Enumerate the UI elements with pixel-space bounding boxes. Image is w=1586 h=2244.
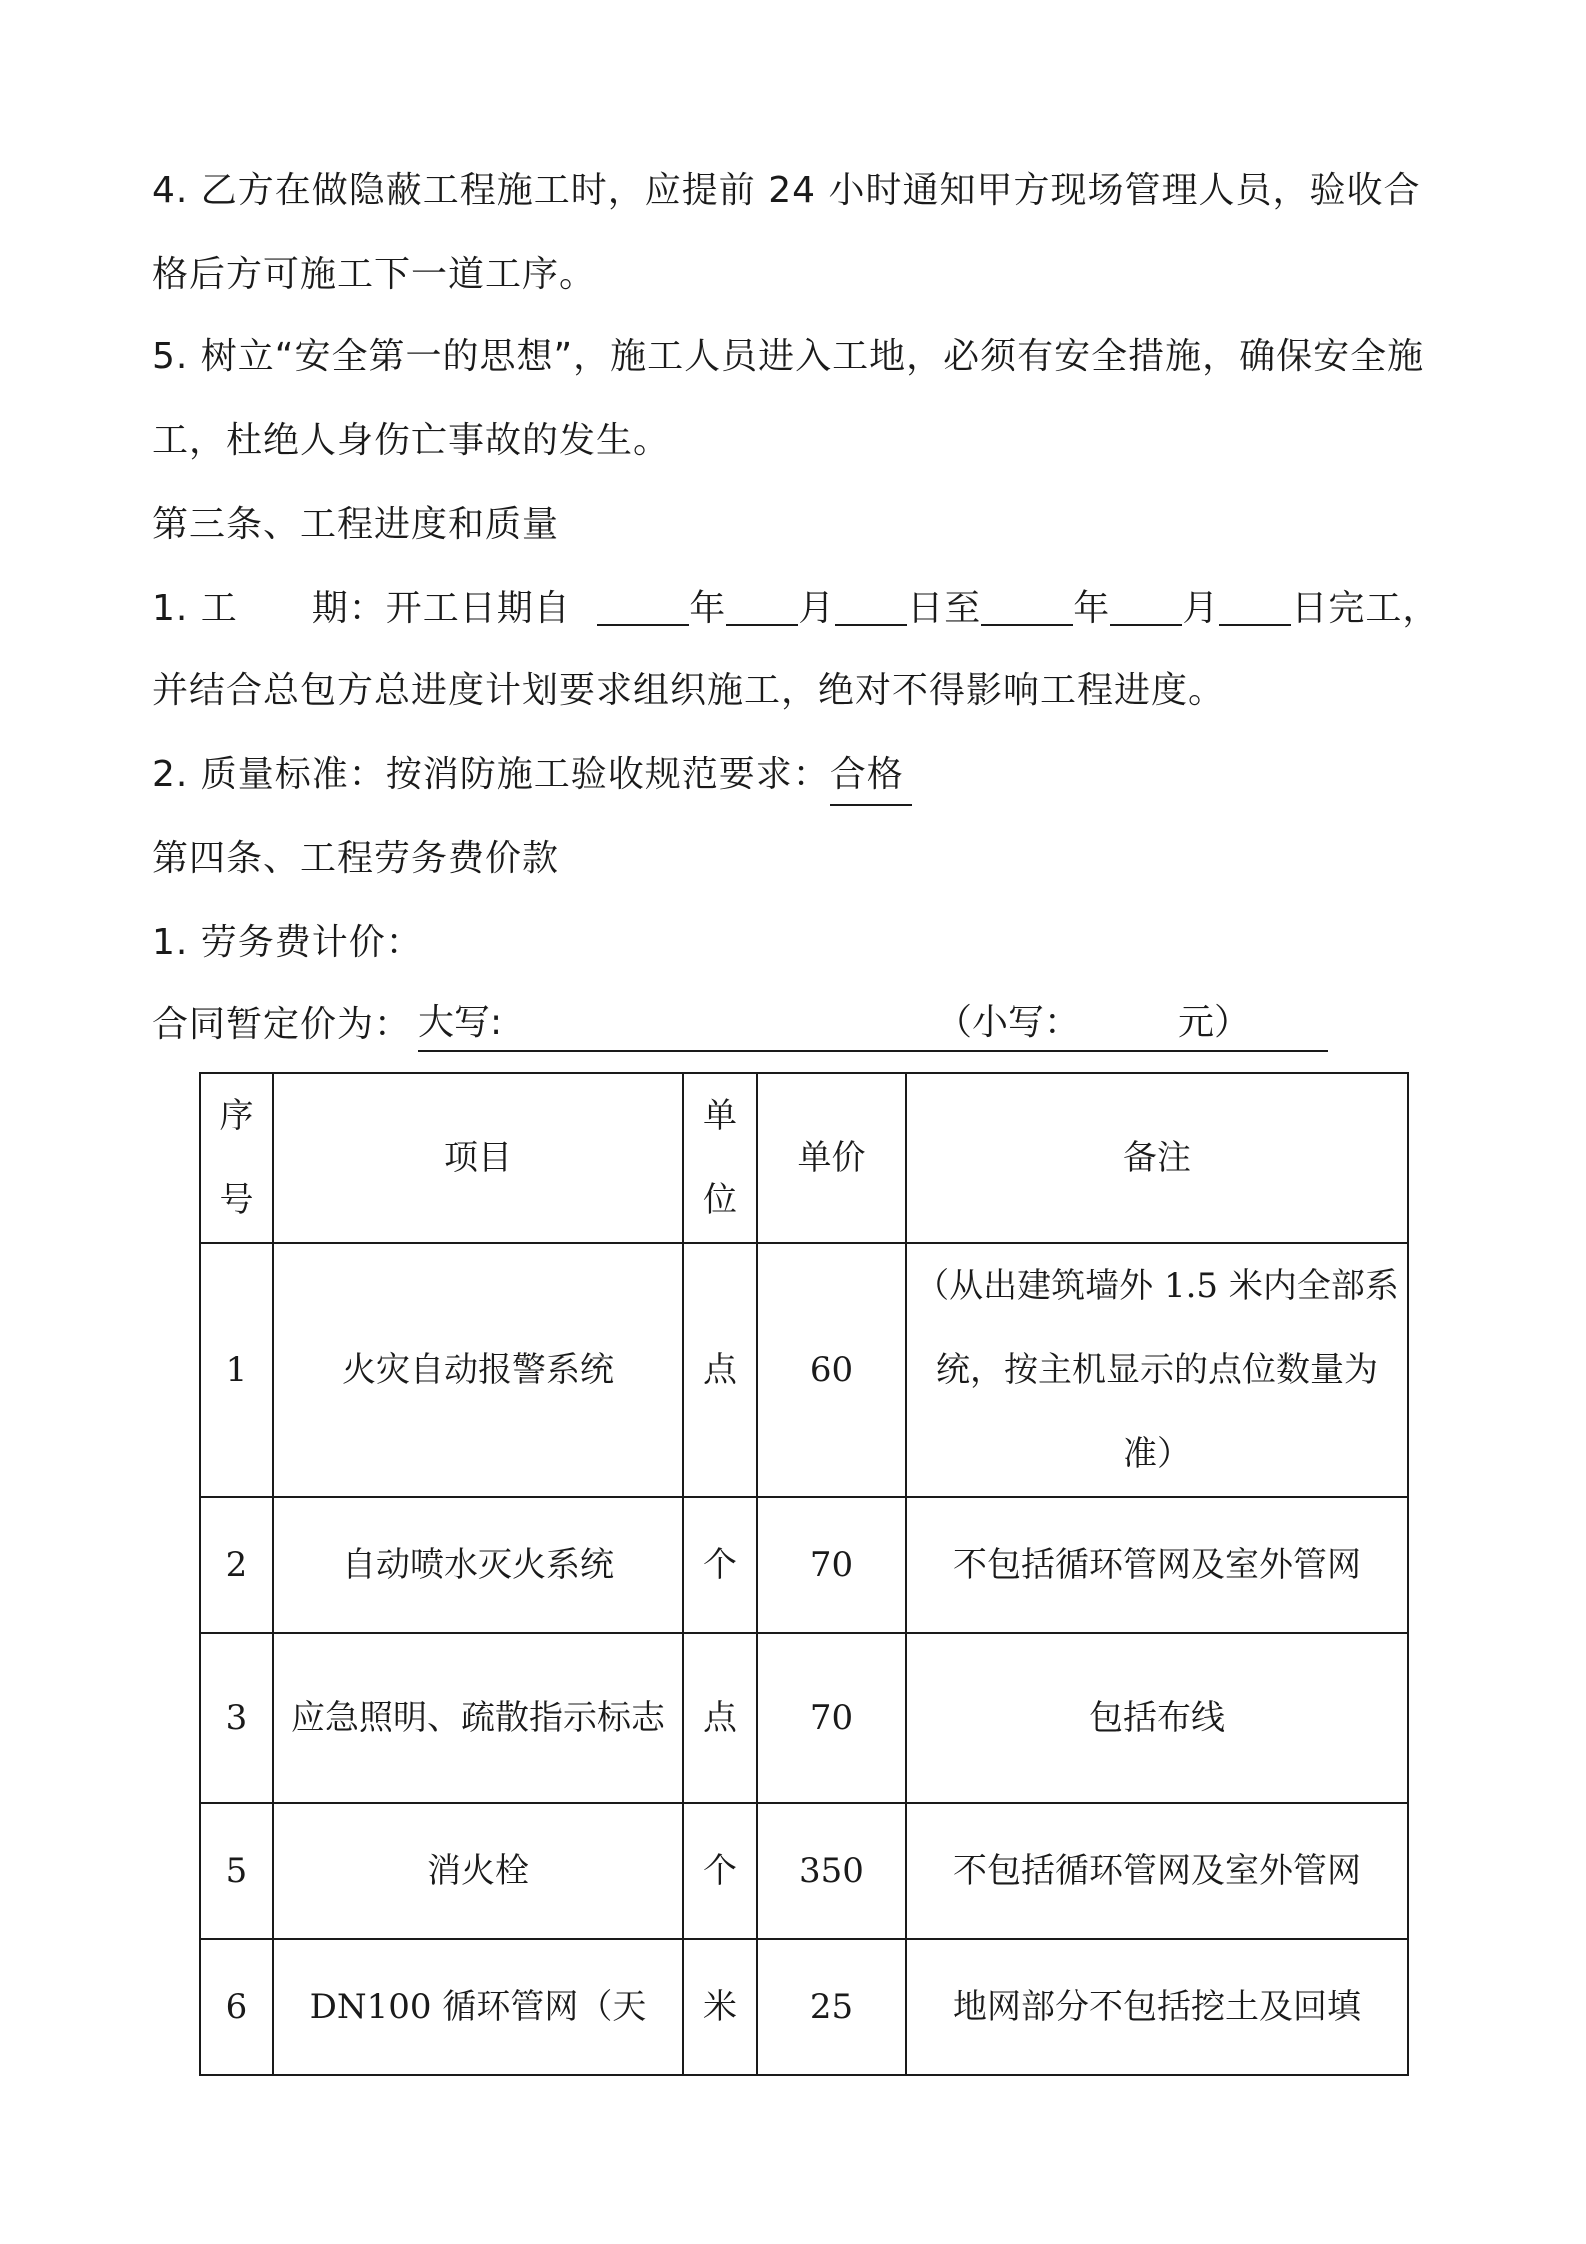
article-3-heading: 第三条、工程进度和质量 <box>152 504 560 545</box>
row-item: 火灾自动报警系统 <box>273 1243 683 1497</box>
row-no: 3 <box>200 1633 273 1803</box>
header-price: 单价 <box>757 1073 906 1243</box>
row-no: 6 <box>200 1939 273 2075</box>
clause-5-line-2: 工，杜绝人身伤亡事故的发生。 <box>152 420 671 461</box>
row-note: 不包括循环管网及室外管网 <box>906 1497 1408 1633</box>
row-no: 5 <box>200 1803 273 1939</box>
capital-amount-label: 大写: <box>418 1002 503 1043</box>
quality-standard-line <box>152 752 912 806</box>
start-month-blank[interactable] <box>726 590 798 626</box>
start-year-blank[interactable] <box>597 590 689 626</box>
labor-fee-table <box>199 1072 1409 2076</box>
row-note: （从出建筑墙外 1.5 米内全部系统，按主机显示的点位数量为准） <box>906 1243 1408 1497</box>
clause-4-line-1: 4. 乙方在做隐蔽工程施工时，应提前 24 小时通知甲方现场管理人员，验收合 <box>152 170 1421 211</box>
row-price: 70 <box>757 1497 906 1633</box>
table-row <box>200 1803 1408 1939</box>
quality-value: 合格 <box>830 752 912 806</box>
table-row <box>200 1243 1408 1497</box>
contract-price-label: 合同暂定价为： <box>152 1004 412 1045</box>
row-item: DN100 循环管网（天 <box>273 1939 683 2075</box>
row-note: 地网部分不包括挖土及回填 <box>906 1939 1408 2075</box>
small-amount-unit: 元） <box>1178 1002 1251 1043</box>
start-day-blank[interactable] <box>835 590 907 626</box>
table-row <box>200 1633 1408 1803</box>
row-item: 应急照明、疏散指示标志 <box>273 1633 683 1803</box>
year-label-2: 年 <box>1073 588 1111 629</box>
header-note: 备注 <box>906 1073 1408 1243</box>
row-price: 350 <box>757 1803 906 1939</box>
row-unit: 点 <box>683 1243 757 1497</box>
month-label-2: 月 <box>1182 588 1220 629</box>
construction-period-line <box>152 586 1439 632</box>
row-unit: 点 <box>683 1633 757 1803</box>
pricing-label: 1. 劳务费计价： <box>152 922 423 963</box>
table-row <box>200 1939 1408 2075</box>
day-to-label: 日至 <box>907 588 982 629</box>
clause-4-line-2: 格后方可施工下一道工序。 <box>152 254 597 295</box>
row-item: 自动喷水灭火系统 <box>273 1497 683 1633</box>
row-item: 消火栓 <box>273 1803 683 1939</box>
row-price: 60 <box>757 1243 906 1497</box>
row-no: 1 <box>200 1243 273 1497</box>
small-amount-open: （小写： <box>936 1002 1081 1043</box>
row-unit: 米 <box>683 1939 757 2075</box>
day-done-label: 日完工， <box>1291 588 1440 629</box>
table-header-row <box>200 1073 1408 1243</box>
header-unit: 单 位 <box>683 1073 757 1243</box>
row-unit: 个 <box>683 1497 757 1633</box>
period-label: 1. 工 期：开工日期自 <box>152 588 571 629</box>
header-item: 项目 <box>273 1073 683 1243</box>
row-note: 不包括循环管网及室外管网 <box>906 1803 1408 1939</box>
end-month-blank[interactable] <box>1110 590 1182 626</box>
article-4-heading: 第四条、工程劳务费价款 <box>152 838 560 879</box>
row-price: 25 <box>757 1939 906 2075</box>
clause-5-line-1: 5. 树立“安全第一的思想”，施工人员进入工地，必须有安全措施，确保安全施 <box>152 336 1425 377</box>
row-no: 2 <box>200 1497 273 1633</box>
row-price: 70 <box>757 1633 906 1803</box>
construction-period-line-2: 并结合总包方总进度计划要求组织施工，绝对不得影响工程进度。 <box>152 670 1226 711</box>
end-day-blank[interactable] <box>1219 590 1291 626</box>
contract-price-field[interactable] <box>418 1000 1328 1052</box>
table-row <box>200 1497 1408 1633</box>
row-note: 包括布线 <box>906 1633 1408 1803</box>
month-label: 月 <box>798 588 836 629</box>
quality-label: 2. 质量标准：按消防施工验收规范要求： <box>152 754 830 795</box>
year-label: 年 <box>689 588 727 629</box>
end-year-blank[interactable] <box>981 590 1073 626</box>
header-no: 序 号 <box>200 1073 273 1243</box>
row-unit: 个 <box>683 1803 757 1939</box>
